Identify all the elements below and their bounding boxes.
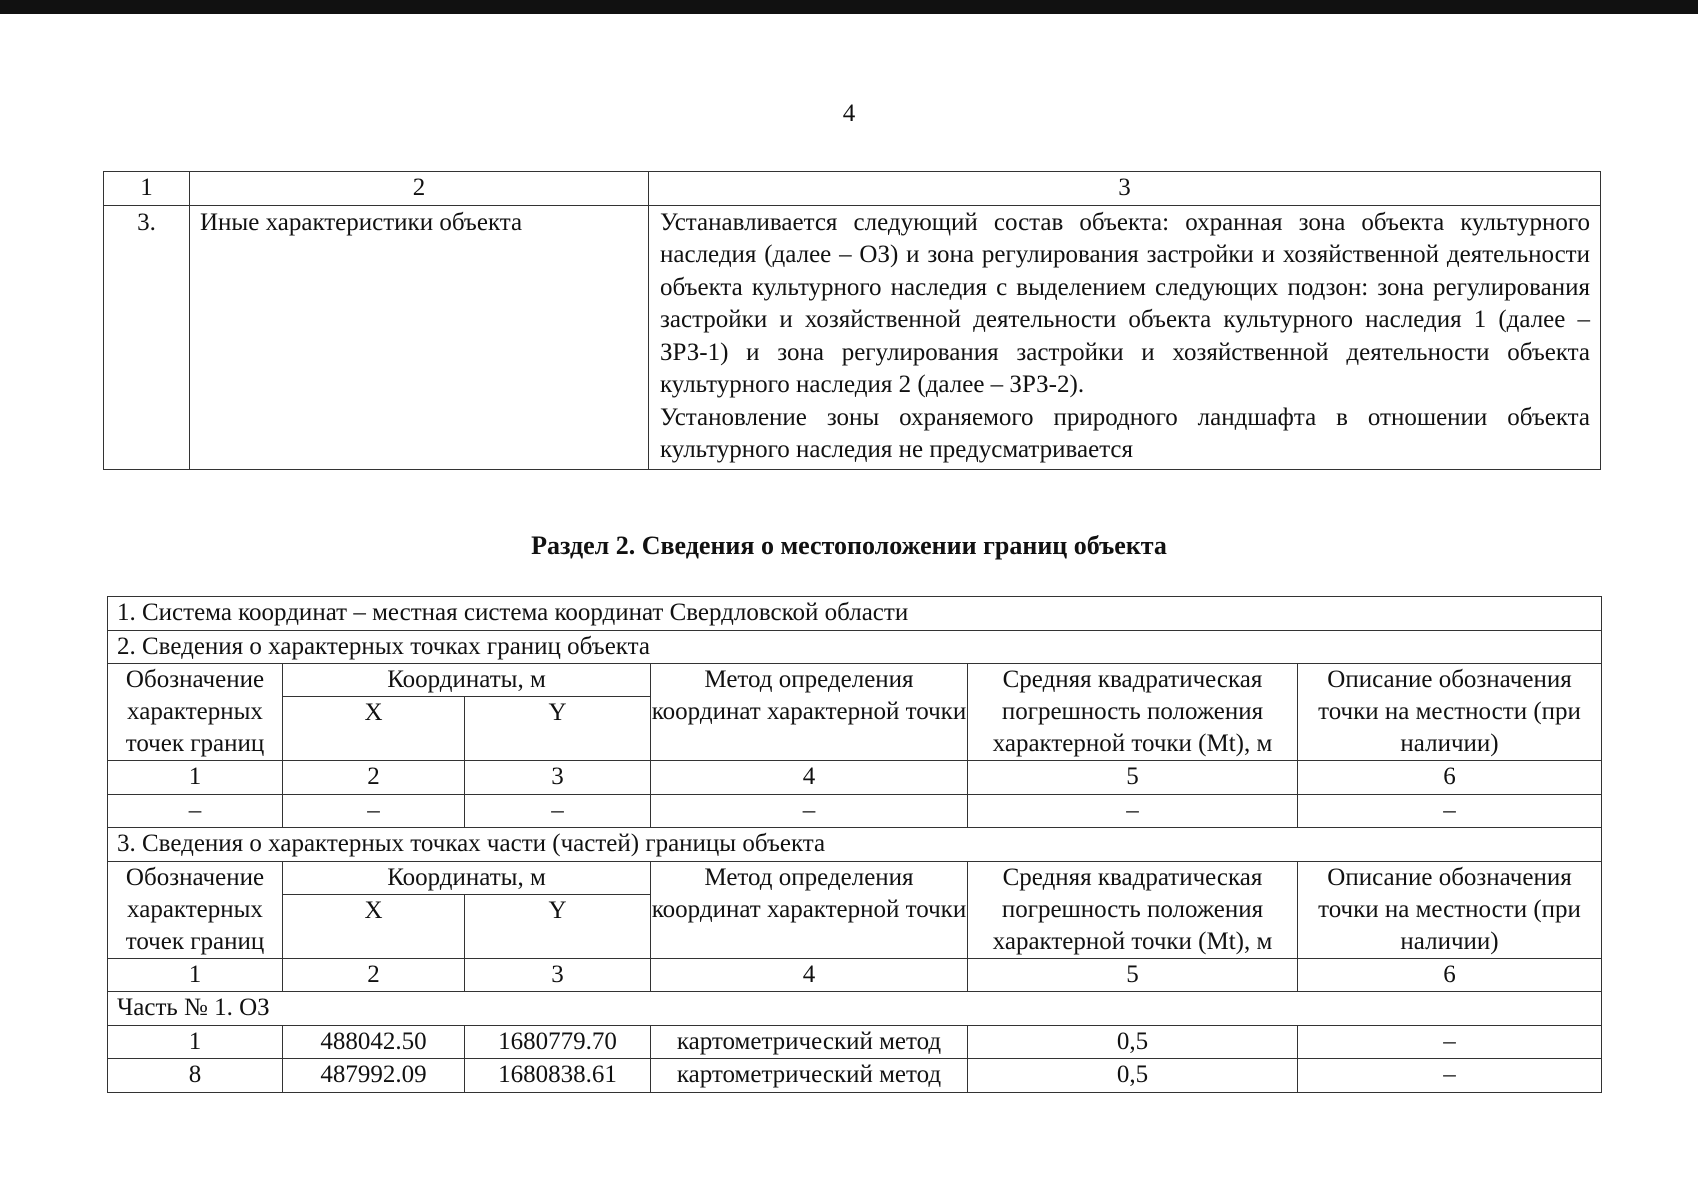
col-header-1: 1 [104, 172, 190, 206]
table-header-row [108, 664, 1602, 697]
col-number: 3 [465, 958, 651, 992]
description-paragraph: Устанавливается следующий состав объекта: охранная зона объекта культурного наследия (далее – ОЗ) и зона регулирования застройки и хозяйственной деятельности объекта культурного наследия с выделением следующих подзон: зона регулирования застройки и хозяйственной деятельности объекта культурного наследия 1 (далее – ЗРЗ-1) и зона регулирования застройки и хозяйственной деятельности объекта культурного наследия 2 (далее – ЗРЗ-2). [660, 208, 1590, 398]
col-number: 5 [968, 958, 1298, 992]
col-header-2: 2 [190, 172, 649, 206]
object-characteristics-table [103, 171, 1601, 470]
x-coordinate: 487992.09 [283, 1059, 465, 1093]
point-number: 1 [108, 1025, 283, 1059]
parts-title: 3. Сведения о характерных точках части (частей) границы объекта [108, 828, 1602, 862]
empty-cell: – [1298, 794, 1602, 828]
row-number: 3. [104, 205, 190, 469]
col-number: 2 [283, 761, 465, 795]
y-coordinate: 1680838.61 [465, 1059, 651, 1093]
header-coords: Координаты, м [283, 664, 651, 697]
header-method: Метод определения координат характерной точки [651, 861, 968, 958]
header-error: Средняя квадратическая погрешность положения характерной точки (Mt), м [968, 664, 1298, 761]
header-description: Описание обозначения точки на местности (при наличии) [1298, 861, 1602, 958]
col-number: 3 [465, 761, 651, 795]
col-number: 2 [283, 958, 465, 992]
row-name: Иные характеристики объекта [190, 205, 649, 469]
coord-system-row [108, 597, 1602, 631]
col-number: 1 [108, 958, 283, 992]
coord-system-text: 1. Система координат – местная система координат Свердловской области [108, 597, 1602, 631]
part-label-row [108, 992, 1602, 1026]
method: картометрический метод [651, 1025, 968, 1059]
row-description [649, 205, 1601, 469]
table-header-row [104, 172, 1601, 206]
empty-cell: – [108, 794, 283, 828]
scan-top-border [0, 0, 1698, 14]
points-title: 2. Сведения о характерных точках границ объекта [108, 630, 1602, 664]
section-title: Раздел 2. Сведения о местоположении границ объекта [531, 531, 1167, 560]
header-x: X [283, 697, 465, 761]
x-coordinate: 488042.50 [283, 1025, 465, 1059]
column-numbers-row [108, 958, 1602, 992]
error: 0,5 [968, 1059, 1298, 1093]
col-number: 4 [651, 761, 968, 795]
col-number: 5 [968, 761, 1298, 795]
boundary-points-table [107, 596, 1602, 1093]
header-y: Y [465, 697, 651, 761]
empty-cell: – [651, 794, 968, 828]
col-number: 4 [651, 958, 968, 992]
description-paragraph: Установление зоны охраняемого природного ландшафта в отношении объекта культурного наследия не предусматривается [660, 403, 1590, 463]
parts-title-row [108, 828, 1602, 862]
table-row [104, 205, 1601, 469]
error: 0,5 [968, 1025, 1298, 1059]
page-number: 4 [842, 100, 856, 127]
column-numbers-row [108, 761, 1602, 795]
empty-cell: – [968, 794, 1298, 828]
header-y: Y [465, 894, 651, 958]
col-header-3: 3 [649, 172, 1601, 206]
header-method: Метод определения координат характерной точки [651, 664, 968, 761]
part-label: Часть № 1. ОЗ [108, 992, 1602, 1026]
y-coordinate: 1680779.70 [465, 1025, 651, 1059]
col-number: 6 [1298, 958, 1602, 992]
empty-data-row [108, 794, 1602, 828]
empty-cell: – [465, 794, 651, 828]
header-description: Описание обозначения точки на местности (при наличии) [1298, 664, 1602, 761]
description: – [1298, 1025, 1602, 1059]
empty-cell: – [283, 794, 465, 828]
header-coords: Координаты, м [283, 861, 651, 894]
table-row [108, 1025, 1602, 1059]
header-designation: Обозначение характерных точек границ [108, 861, 283, 958]
points-title-row [108, 630, 1602, 664]
description: – [1298, 1059, 1602, 1093]
header-x: X [283, 894, 465, 958]
col-number: 6 [1298, 761, 1602, 795]
point-number: 8 [108, 1059, 283, 1093]
method: картометрический метод [651, 1059, 968, 1093]
header-error: Средняя квадратическая погрешность положения характерной точки (Mt), м [968, 861, 1298, 958]
table-header-row [108, 861, 1602, 894]
header-designation: Обозначение характерных точек границ [108, 664, 283, 761]
col-number: 1 [108, 761, 283, 795]
table-row [108, 1059, 1602, 1093]
